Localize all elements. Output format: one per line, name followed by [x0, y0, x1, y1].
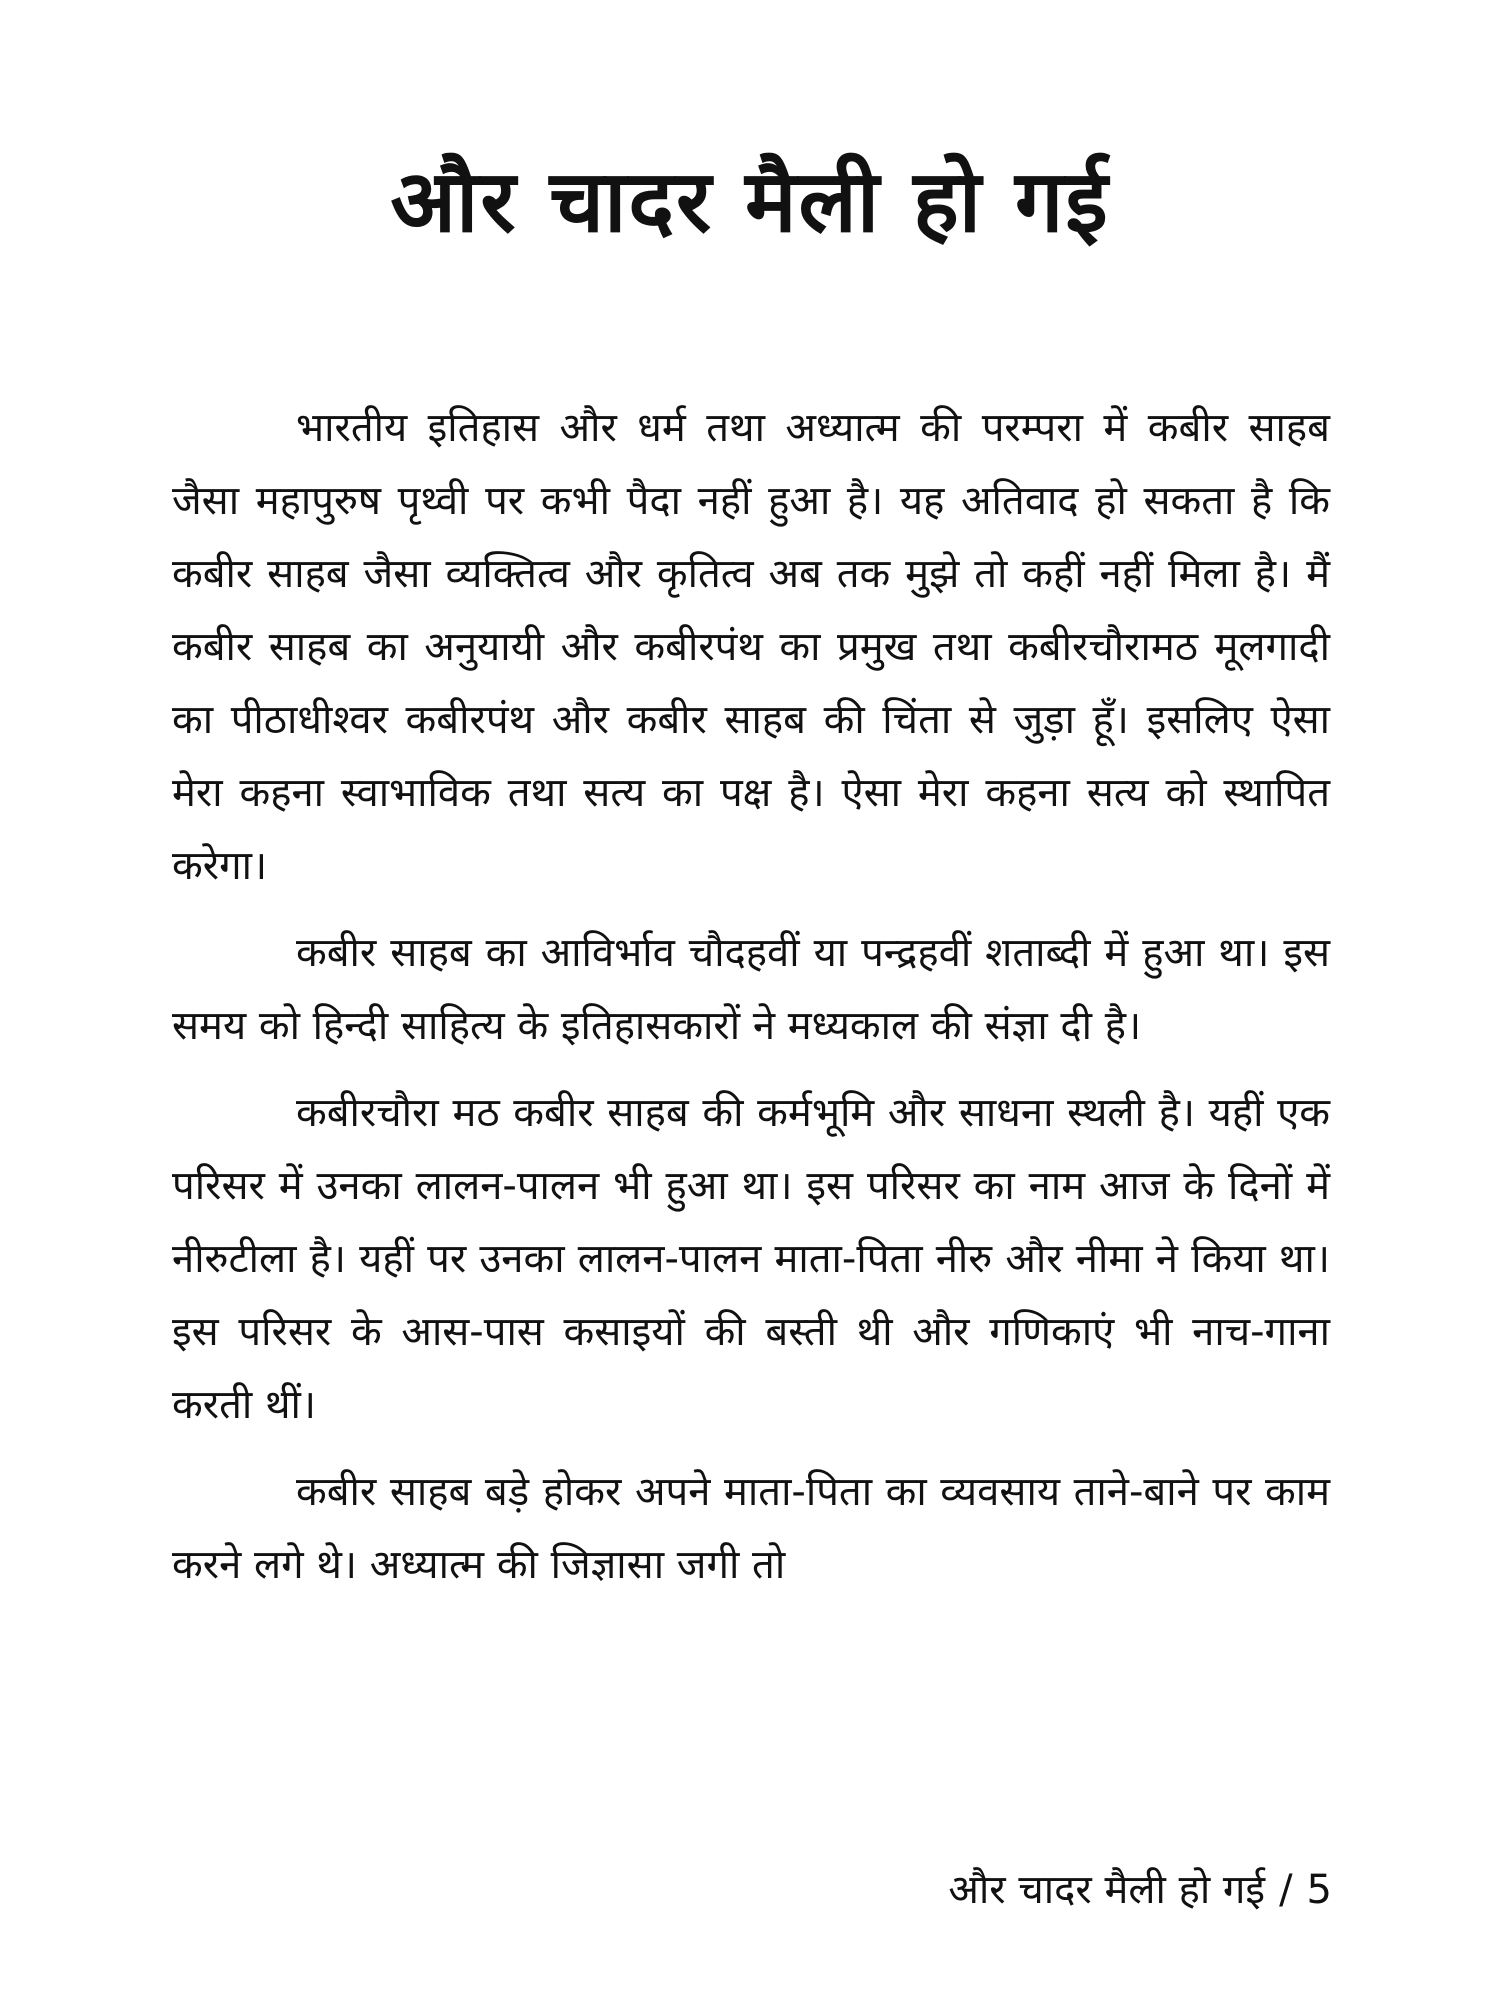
body-text: [172, 392, 1330, 1602]
page-footer: [948, 1860, 1332, 1915]
paragraph-4: कबीर साहब बड़े होकर अपने माता-पिता का व्यवसाय ताने-बाने पर काम करने लगे थे। अध्यात्म की जिज्ञासा जगी तो: [172, 1469, 1330, 1588]
chapter-title: और चादर मैली हो गई: [390, 152, 1110, 252]
paragraph-1: भारतीय इतिहास और धर्म तथा अध्यात्म की परम्परा में कबीर साहब जैसा महापुरुष पृथ्वी पर कभी पैदा नहीं हुआ है। यह अतिवाद हो सकता है कि कबीर साहब जैसा व्यक्तित्व और कृतित्व अब तक मुझे तो कहीं नहीं मिला है। मैं कबीर साहब का अनुयायी और कबीरपंथ का प्रमुख तथा कबीरचौरामठ मूलगादी का पीठाधीश्वर कबीरपंथ और कबीर साहब की चिंता से जुड़ा हूँ। इसलिए ऐसा मेरा कहना स्वाभाविक तथा सत्य का पक्ष है। ऐसा मेरा कहना सत्य को स्थापित करेगा।: [172, 405, 1330, 889]
page-number: 5: [1306, 1867, 1332, 1913]
paragraph-2: कबीर साहब का आविर्भाव चौदहवीं या पन्द्रहवीं शताब्दी में हुआ था। इस समय को हिन्दी साहित्य के इतिहासकारों ने मध्यकाल की संज्ञा दी है।: [172, 930, 1330, 1049]
paragraph-3: कबीरचौरा मठ कबीर साहब की कर्मभूमि और साधना स्थली है। यहीं एक परिसर में उनका लालन-पालन भी हुआ था। इस परिसर का नाम आज के दिनों में नीरुटीला है। यहीं पर उनका लालन-पालन माता-पिता नीरु और नीमा ने किया था। इस परिसर के आस-पास कसाइयों की बस्ती थी और गणिकाएं भी नाच-गाना करती थीं।: [172, 1090, 1330, 1428]
running-title: और चादर मैली हो गई: [948, 1867, 1266, 1913]
footer-separator: /: [1279, 1867, 1293, 1913]
